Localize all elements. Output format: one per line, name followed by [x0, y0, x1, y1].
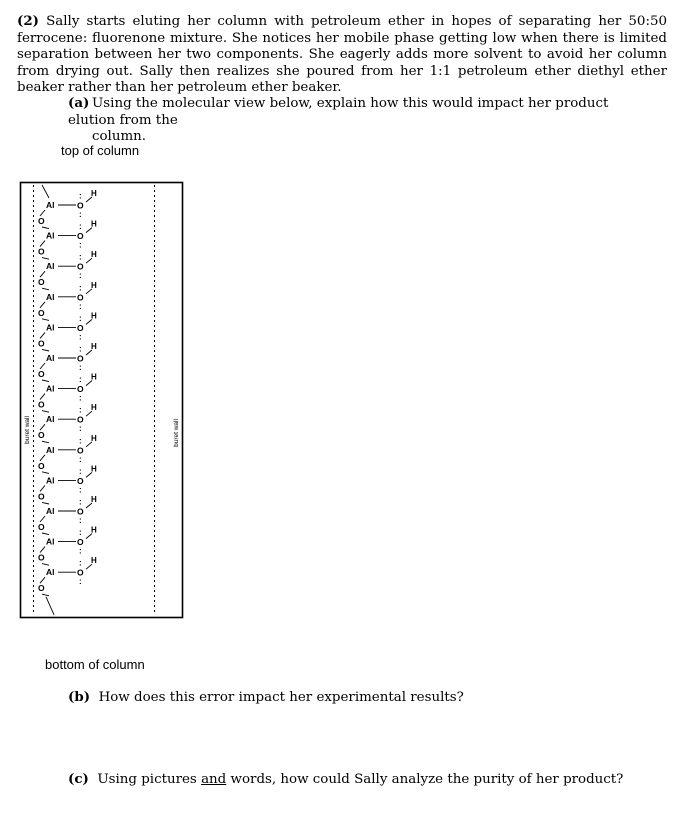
- hydroxyl-oxygen-atom: O: [77, 506, 84, 517]
- hydroxyl-oxygen-atom: O: [77, 384, 84, 395]
- lone-pair: :: [79, 252, 82, 262]
- question-a-label: (a): [68, 95, 90, 111]
- hydroxyl-oxygen-atom: O: [77, 445, 84, 456]
- bridge-al-bond: [42, 564, 49, 566]
- hydrogen-atom: H: [91, 219, 97, 229]
- bridging-oxygen-atom: O: [38, 552, 45, 563]
- aluminum-atom: Al: [46, 567, 55, 578]
- lone-pair: :: [79, 313, 82, 323]
- bridging-oxygen-atom: O: [38, 216, 45, 226]
- question-b: [68, 689, 464, 707]
- problem-number: (2): [17, 13, 39, 29]
- bridge-al-bond: [42, 502, 49, 504]
- hydroxyl-oxygen-atom: O: [77, 567, 84, 578]
- lone-pair: :: [79, 546, 82, 556]
- question-a-text-line1: Using the molecular view below, explain how this would impact her product elution from the: [68, 96, 609, 128]
- bridging-oxygen-atom: O: [38, 399, 45, 410]
- bridging-oxygen-atom: O: [38, 460, 45, 471]
- bridge-al-bond: [42, 349, 49, 351]
- lone-pair: :: [79, 516, 82, 525]
- question-b-label: (b): [68, 689, 91, 705]
- hydroxyl-oxygen-atom: O: [77, 261, 84, 272]
- lone-pair: :: [79, 332, 82, 342]
- hydroxyl-oxygen-atom: O: [77, 414, 84, 425]
- hydroxyl-oxygen-atom: O: [77, 292, 84, 303]
- buret-wall-label-right: buret wall: [173, 419, 180, 447]
- bridging-oxygen-atom: O: [38, 338, 45, 349]
- bridge-al-bond: [42, 411, 49, 413]
- bridge-al-bond: [42, 594, 49, 596]
- lone-pair: :: [79, 577, 82, 587]
- bridging-oxygen-atom: O: [38, 277, 45, 288]
- problem-text: Sally starts eluting her column with petroleum ether in hopes of separating her 50:50 ferrocene: fluorenone mixture. She notices her mobile phase getting low when there is limited separation between her two components. She eagerly adds more solvent to avoid her column from drying out. Sally then realizes she poured from her 1:1 petroleum ether diethyl ether beaker rather than her petroleum ether beaker.: [17, 14, 667, 96]
- hydrogen-atom: H: [91, 311, 97, 321]
- lone-pair: :: [79, 424, 82, 434]
- aluminum-atom: Al: [46, 291, 55, 302]
- aluminum-atom: Al: [46, 261, 55, 272]
- lone-pair: :: [79, 454, 82, 464]
- lone-pair: :: [79, 528, 82, 538]
- aluminum-atom: Al: [46, 200, 55, 210]
- lone-pair: :: [79, 393, 82, 403]
- hydrogen-atom: H: [91, 342, 97, 351]
- hydroxyl-oxygen-atom: O: [77, 353, 84, 364]
- lone-pair: :: [79, 405, 82, 415]
- hydroxyl-oxygen-atom: O: [77, 475, 84, 486]
- question-c-text-before: Using pictures: [97, 772, 197, 787]
- lone-pair: :: [79, 222, 82, 232]
- hydrogen-atom: H: [91, 495, 97, 504]
- column-outline: [21, 183, 183, 618]
- hydrogen-atom: H: [91, 372, 97, 382]
- column-molecular-diagram: [0, 175, 694, 625]
- bottom-of-column-label: bottom of column: [45, 657, 145, 672]
- lone-pair: :: [79, 363, 82, 372]
- question-a: [68, 95, 658, 146]
- hydrogen-atom: H: [91, 250, 97, 260]
- lone-pair: :: [79, 344, 82, 354]
- aluminum-atom: Al: [46, 322, 55, 333]
- question-c: [68, 771, 623, 789]
- bridging-oxygen-atom: O: [38, 369, 45, 379]
- top-of-column-label: top of column: [61, 143, 140, 158]
- hydroxyl-oxygen-atom: O: [77, 537, 84, 548]
- question-c-label: (c): [68, 771, 89, 787]
- bridge-al-bond: [42, 380, 49, 382]
- silica-chain: [38, 185, 97, 615]
- hydrogen-atom: H: [91, 556, 97, 566]
- bridging-oxygen-atom: O: [38, 522, 45, 532]
- aluminum-atom: Al: [46, 383, 55, 394]
- problem-statement: [17, 13, 667, 97]
- question-b-text: How does this error impact her experimental results?: [98, 690, 464, 705]
- bridge-al-bond: [42, 258, 49, 260]
- lone-pair: :: [79, 301, 82, 311]
- hydrogen-atom: H: [91, 433, 97, 443]
- question-a-text-line2: column.: [92, 129, 147, 145]
- bridge-al-bond: [42, 227, 49, 229]
- lone-pair: :: [79, 436, 82, 446]
- lone-pair: :: [79, 558, 82, 568]
- bridge-al-bond: [42, 472, 49, 474]
- lone-pair: :: [79, 271, 82, 281]
- lone-pair: :: [79, 497, 82, 507]
- bridging-oxygen-atom: O: [38, 430, 45, 441]
- lone-pair: :: [79, 485, 82, 495]
- bridge-al-bond: [42, 533, 49, 535]
- lone-pair: :: [79, 375, 82, 385]
- bridging-oxygen-atom: O: [38, 246, 45, 257]
- aluminum-atom: Al: [46, 230, 55, 241]
- hydroxyl-oxygen-atom: O: [77, 200, 84, 211]
- hydrogen-atom: H: [91, 403, 97, 413]
- hydrogen-atom: H: [91, 525, 97, 535]
- aluminum-atom: Al: [46, 414, 55, 425]
- bridge-al-bond: [42, 319, 49, 321]
- hydrogen-atom: H: [91, 189, 97, 198]
- aluminum-atom: Al: [46, 353, 55, 363]
- bridge-al-bond: [42, 441, 49, 443]
- hydrogen-atom: H: [91, 280, 97, 290]
- aluminum-atom: Al: [46, 444, 55, 455]
- chain-bottom-bond: [46, 597, 54, 615]
- question-c-text-underlined: and: [201, 772, 227, 787]
- bridge-al-bond: [42, 288, 49, 290]
- aluminum-atom: Al: [46, 536, 55, 547]
- chain-top-bond: [42, 185, 49, 198]
- bridging-oxygen-atom: O: [38, 583, 45, 594]
- hydroxyl-oxygen-atom: O: [77, 322, 84, 333]
- lone-pair: :: [79, 466, 82, 476]
- hydroxyl-oxygen-atom: O: [77, 231, 84, 242]
- hydrogen-atom: H: [91, 464, 97, 474]
- aluminum-atom: Al: [46, 506, 55, 516]
- lone-pair: :: [79, 210, 82, 219]
- bridging-oxygen-atom: O: [38, 491, 45, 502]
- aluminum-atom: Al: [46, 475, 55, 486]
- buret-wall-label-left: buret wall: [24, 416, 31, 444]
- bridging-oxygen-atom: O: [38, 307, 45, 318]
- lone-pair: :: [79, 283, 82, 293]
- question-c-text-after: words, how could Sally analyze the purity of her product?: [230, 772, 624, 787]
- lone-pair: :: [79, 240, 82, 250]
- lone-pair: :: [79, 191, 82, 201]
